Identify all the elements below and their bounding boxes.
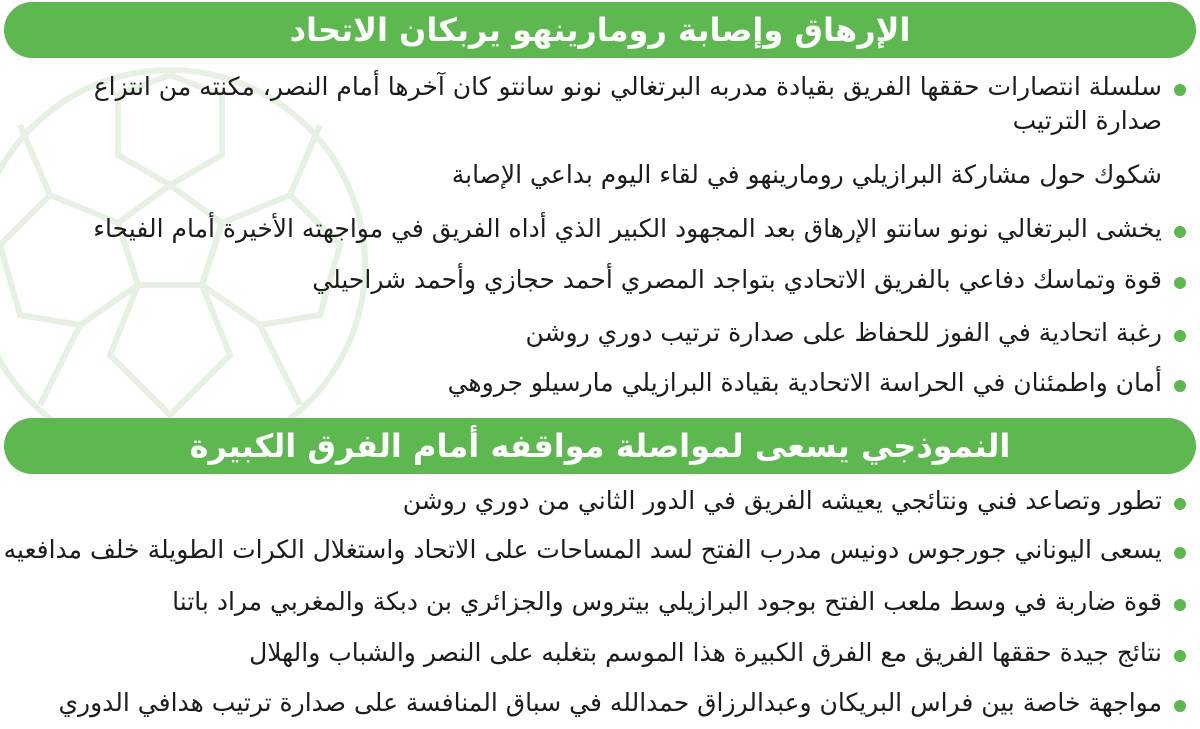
list-item-text: تطور وتصاعد فني ونتائجي يعيشه الفريق في الدور الثاني من دوري روشن xyxy=(402,486,1162,515)
list-item xyxy=(172,585,1186,619)
list-item xyxy=(249,636,1186,670)
list-item-text: يسعى اليوناني جورجوس دونيس مدرب الفتح لسد المساحات على الاتحاد واستغلال الكرات الطويلة خلف مدافعيه xyxy=(3,535,1162,564)
section-title: النموذجي يسعى لمواصلة مواقفه أمام الفرق الكبيرة xyxy=(189,427,1011,465)
bullet-dot-icon xyxy=(1174,380,1186,392)
bullet-dot-icon xyxy=(1174,650,1186,662)
list-item xyxy=(4,533,1186,567)
list-item-text: يخشى البرتغالي نونو سانتو الإرهاق بعد المجهود الكبير الذي أداه الفريق في مواجهته الأخيرة أمام الفيحاء xyxy=(93,214,1162,243)
list-item xyxy=(526,316,1186,350)
list-item xyxy=(448,366,1186,400)
list-item xyxy=(312,263,1186,297)
list-item-text: رغبة اتحادية في الفوز للحفاظ على صدارة ترتيب دوري روشن xyxy=(525,318,1162,347)
list-item-text: قوة ضاربة في وسط ملعب الفتح بوجود البرازيلي بيتروس والجزائري بن دبكة والمغربي مراد باتنا xyxy=(172,587,1162,616)
list-item-text: قوة وتماسك دفاعي بالفريق الاتحادي بتواجد المصري أحمد حجازي وأحمد شراحيلي xyxy=(312,265,1162,294)
bullet-dot-icon xyxy=(1174,330,1186,342)
bullet-spacer xyxy=(1174,172,1186,184)
section-header-fateh xyxy=(4,418,1196,474)
bullet-dot-icon xyxy=(1174,599,1186,611)
list-item xyxy=(93,212,1186,246)
list-item-text: مواجهة خاصة بين فراس البريكان وعبدالرزاق حمدالله في سباق المنافسة على صدارة ترتيب هدافي الدوري xyxy=(58,688,1162,717)
bullet-dot-icon xyxy=(1174,498,1186,510)
list-item-text: شكوك حول مشاركة البرازيلي رومارينهو في لقاء اليوم بداعي الإصابة xyxy=(451,160,1162,189)
section-title: الإرهاق وإصابة رومارينهو يربكان الاتحاد xyxy=(289,11,911,49)
bullet-dot-icon xyxy=(1174,547,1186,559)
list-item xyxy=(58,686,1186,720)
list-item-text: أمان واطمئنان في الحراسة الاتحادية بقيادة البرازيلي مارسيلو جروهي xyxy=(447,368,1162,397)
list-item-text: نتائج جيدة حققها الفريق مع الفرق الكبيرة هذا الموسم بتغلبه على النصر والشباب والهلال xyxy=(249,638,1162,667)
bullet-dot-icon xyxy=(1174,277,1186,289)
list-item xyxy=(452,158,1186,192)
bullet-dot-icon xyxy=(1174,226,1186,238)
list-item-text: سلسلة انتصارات حققها الفريق بقيادة مدربه البرتغالي نونو سانتو كان آخرها أمام النصر، مكنته من انتزاع صدارة الترتيب xyxy=(93,72,1162,135)
list-item xyxy=(22,70,1186,138)
bullet-dot-icon xyxy=(1174,700,1186,712)
list-item xyxy=(403,484,1186,518)
section-header-ittihad xyxy=(4,2,1196,58)
bullet-dot-icon xyxy=(1174,84,1186,96)
